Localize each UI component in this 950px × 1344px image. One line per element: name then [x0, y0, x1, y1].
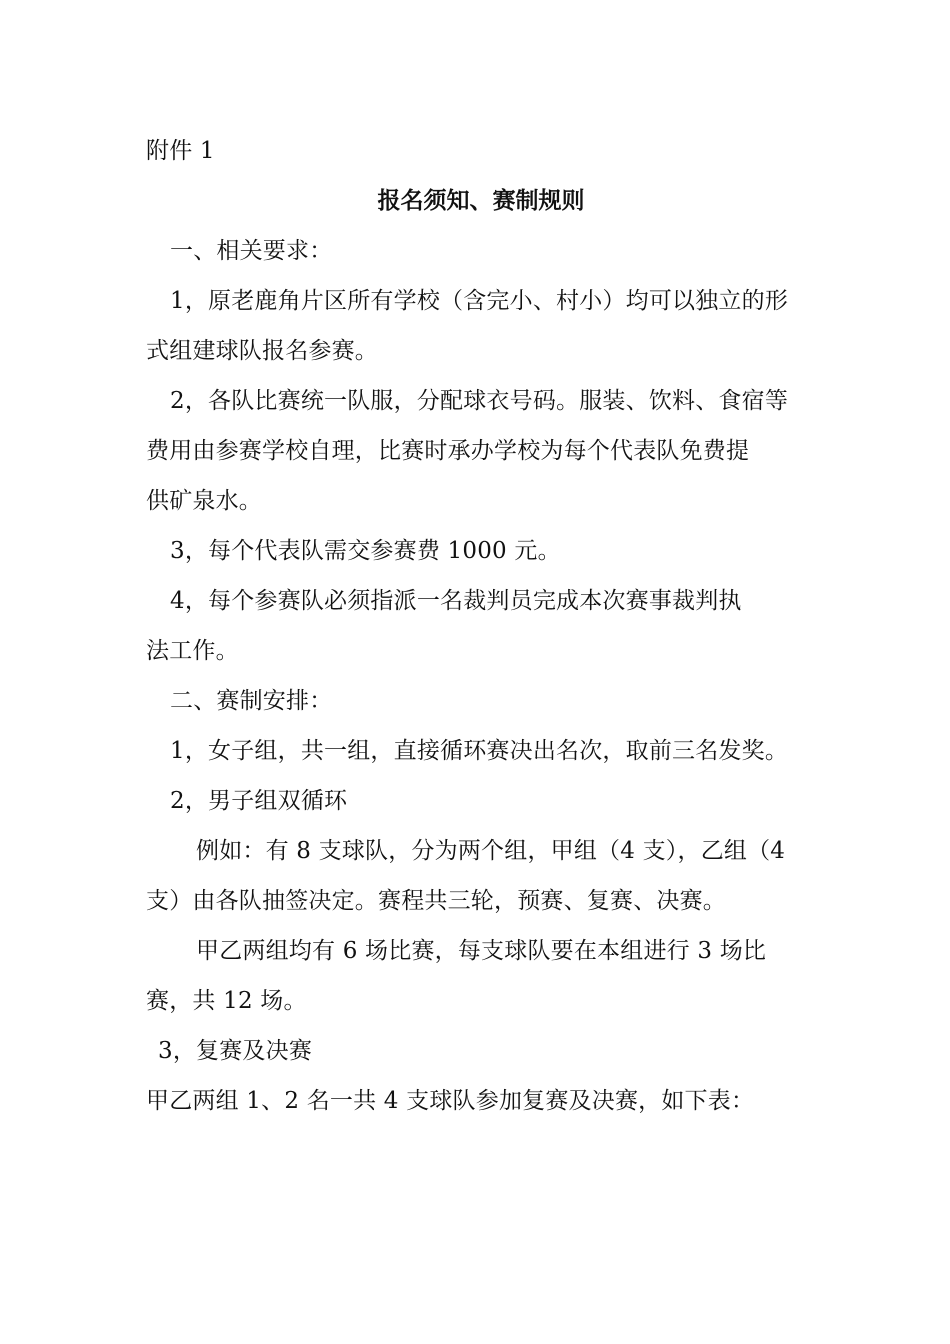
paragraph-line: 1，女子组，共一组，直接循环赛决出名次，取前三名发奖。: [170, 738, 789, 764]
paragraph-line: 甲乙两组均有 6 场比赛，每支球队要在本组进行 3 场比: [196, 938, 767, 964]
paragraph-line: 供矿泉水。: [146, 488, 262, 514]
paragraph-line: 2，男子组双循环: [170, 788, 348, 814]
paragraph-line: 赛，共 12 场。: [146, 988, 307, 1014]
paragraph-line: 费用由参赛学校自理，比赛时承办学校为每个代表队免费提: [146, 438, 750, 464]
attachment-label: 附件 1: [146, 138, 215, 164]
section-heading-requirements: 一、相关要求：: [170, 238, 333, 264]
paragraph-line: 甲乙两组 1、2 名一共 4 支球队参加复赛及决赛，如下表：: [146, 1088, 755, 1114]
paragraph-line: 法工作。: [146, 638, 239, 664]
paragraph-line: 支）由各队抽签决定。赛程共三轮，预赛、复赛、决赛。: [146, 888, 726, 914]
paragraph-line: 3，复赛及决赛: [158, 1038, 313, 1064]
paragraph-line: 4，每个参赛队必须指派一名裁判员完成本次赛事裁判执: [170, 588, 742, 614]
document-title: 报名须知、赛制规则: [377, 187, 585, 214]
paragraph-line: 2，各队比赛统一队服，分配球衣号码。服装、饮料、食宿等: [170, 388, 789, 414]
section-heading-schedule: 二、赛制安排：: [170, 688, 333, 714]
paragraph-line: 例如：有 8 支球队，分为两个组，甲组（4 支），乙组（4: [196, 838, 786, 864]
paragraph-line: 3，每个代表队需交参赛费 1000 元。: [170, 538, 561, 564]
paragraph-line: 1，原老鹿角片区所有学校（含完小、村小）均可以独立的形: [170, 288, 789, 314]
paragraph-line: 式组建球队报名参赛。: [146, 338, 378, 364]
